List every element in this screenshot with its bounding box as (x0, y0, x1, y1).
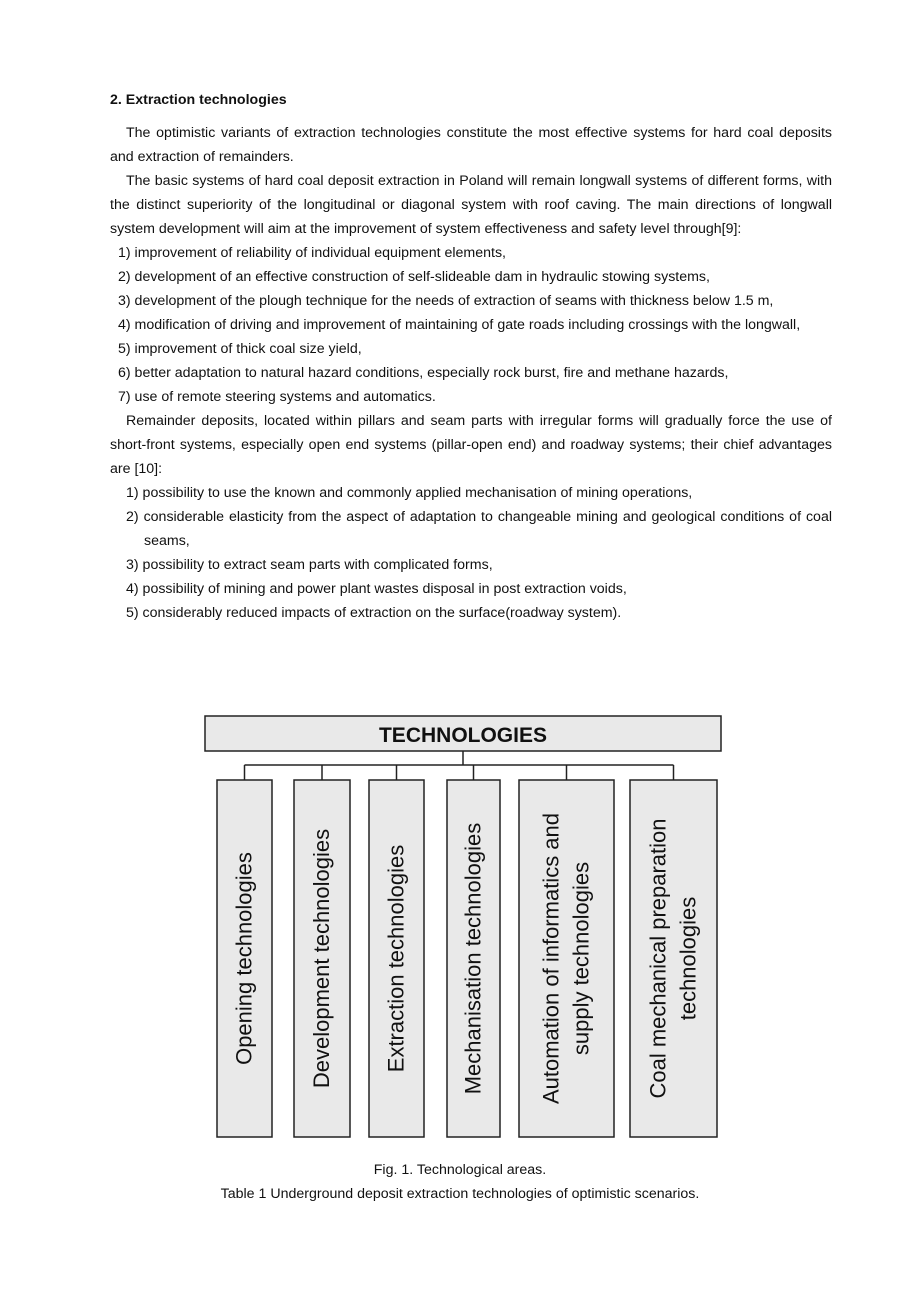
paragraph-remainder: Remainder deposits, located within pillars and seam parts with irregular forms will gradually force the use of short-front systems, especially open end systems (pillar-open end) and roadway systems; their chief advantages are [10]: (110, 413, 832, 477)
list-item: 2) development of an effective construction of self-slideable dam in hydraulic stowing systems, (118, 269, 710, 285)
list-item: 3) development of the plough technique for the needs of extraction of seams with thickness below 1.5 m, (118, 293, 774, 309)
list-item: 1) possibility to use the known and commonly applied mechanisation of mining operations, (126, 485, 693, 501)
table-caption: Table 1 Underground deposit extraction technologies of optimistic scenarios. (220, 1186, 700, 1202)
paragraph-intro: The optimistic variants of extraction technologies constitute the most effective systems for hard coal deposits and extraction of remainders. (110, 125, 832, 165)
list-item: 6) better adaptation to natural hazard conditions, especially rock burst, fire and methane hazards, (118, 365, 729, 381)
technology-label: Extraction technologies (383, 844, 409, 1073)
paragraph-longwall: The basic systems of hard coal deposit extraction in Poland will remain longwall systems of different forms, with the distinct superiority of the longitudinal or diagonal system with roof caving. The main directions of longwall system development will aim at the improvement of system effectiveness and safety level through[9]: (110, 173, 832, 237)
root-label: TECHNOLOGIES (378, 724, 548, 747)
list-item: 5) improvement of thick coal size yield, (118, 341, 362, 357)
list-item: 7) use of remote steering systems and automatics. (118, 389, 436, 405)
technology-label: Opening technologies (231, 852, 257, 1065)
technology-label: Mechanisation technologies (460, 822, 486, 1095)
technology-label: Development technologies (309, 828, 334, 1089)
technology-label: Automation of informatics and (538, 812, 564, 1105)
child-boxes (217, 780, 717, 1137)
technology-label: Coal mechanical preparation (645, 818, 671, 1099)
list-item: 4) possibility of mining and power plant wastes disposal in post extraction voids, (126, 581, 627, 597)
list-item: 4) modification of driving and improvement of maintaining of gate roads including crossings with the longwall, (118, 317, 801, 333)
list-item: 5) considerably reduced impacts of extraction on the surface(roadway system). (126, 605, 622, 621)
list-item: 2) considerable elasticity from the aspect of adaptation to changeable mining and geological conditions of coal seams, (126, 509, 832, 549)
technology-label: supply technologies (568, 861, 594, 1056)
list-item: 1) improvement of reliability of individual equipment elements, (118, 245, 506, 261)
section-heading: 2. Extraction technologies (110, 92, 287, 108)
technology-label: technologies (675, 896, 701, 1021)
list-item: 3) possibility to extract seam parts with complicated forms, (126, 557, 493, 573)
technology-box (519, 780, 614, 1137)
figure-caption: Fig. 1. Technological areas. (373, 1162, 547, 1178)
connector-lines (245, 751, 674, 780)
technology-box (630, 780, 717, 1137)
